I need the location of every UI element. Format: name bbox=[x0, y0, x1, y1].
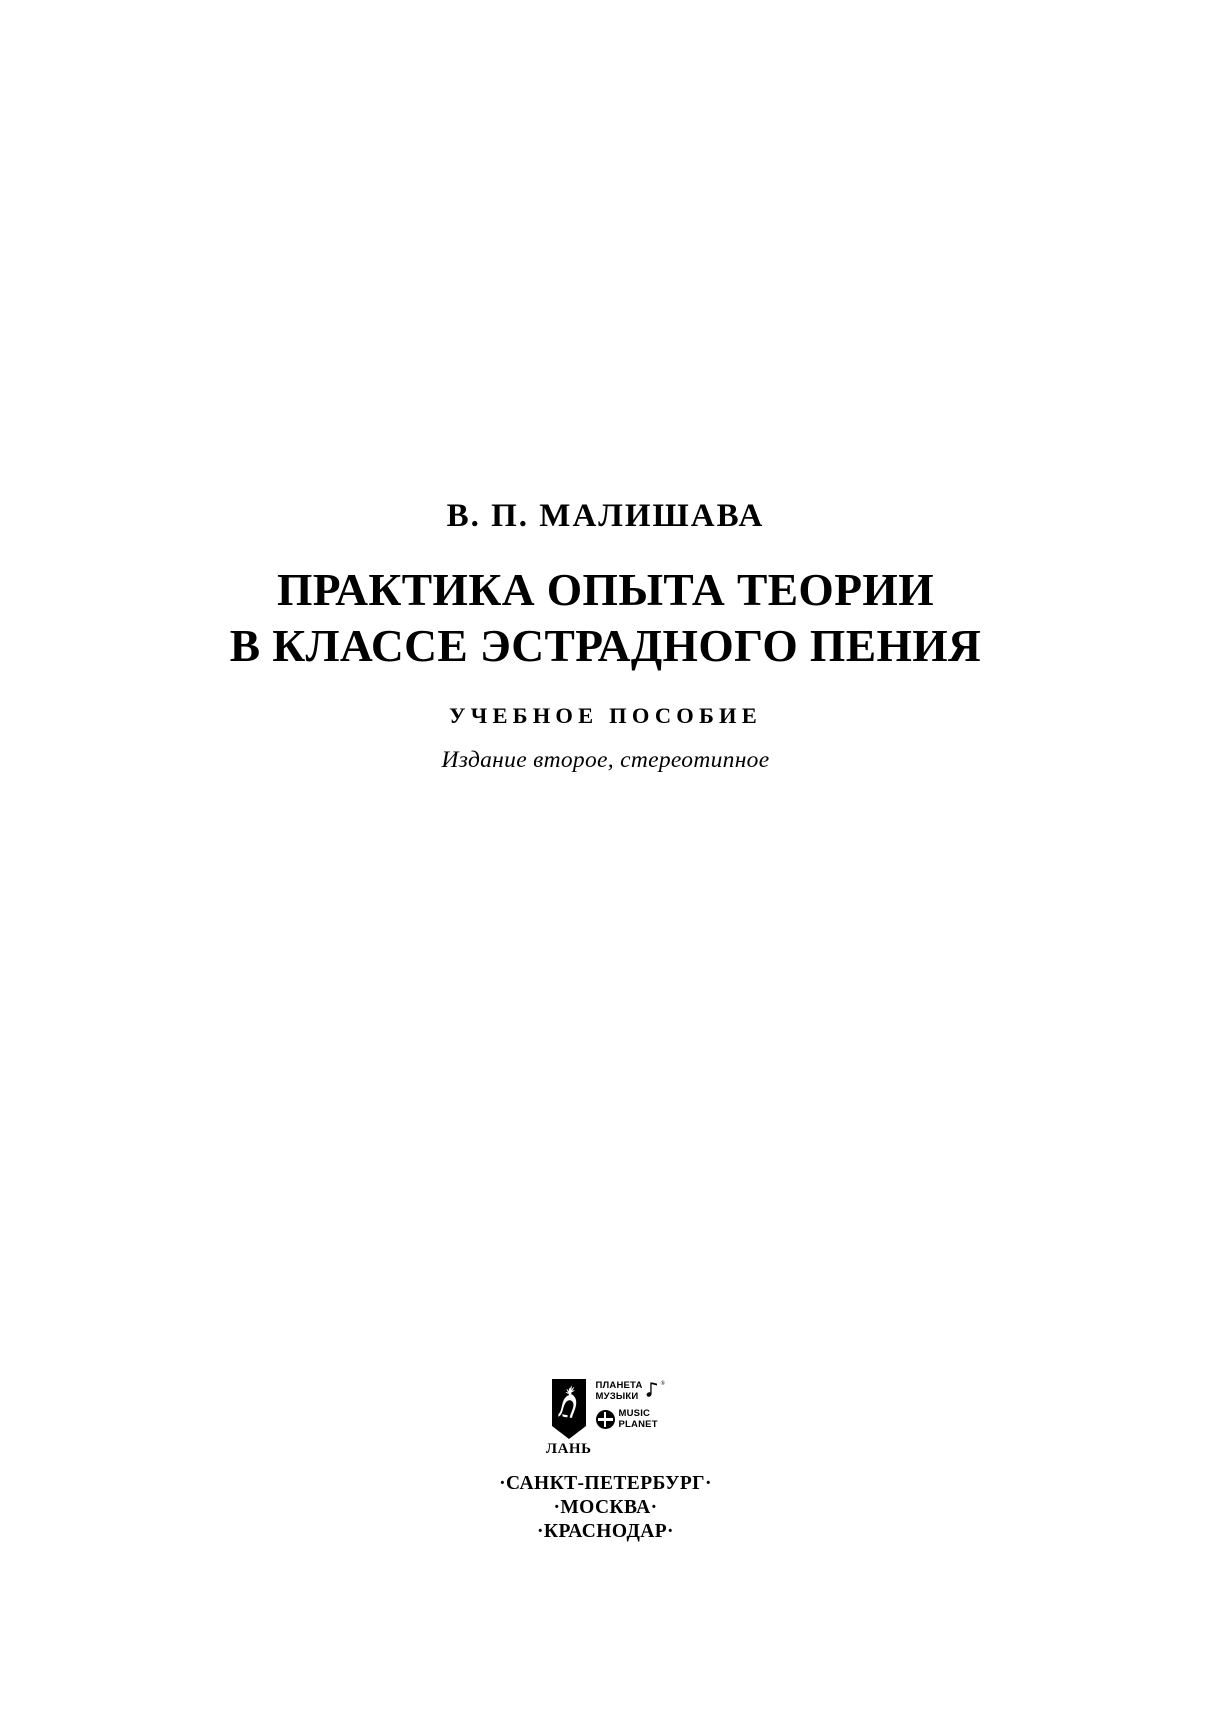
city-line-2: ·МОСКВА· bbox=[553, 1497, 658, 1519]
page-title-line-2: В КЛАССЕ ЭСТРАДНОГО ПЕНИЯ bbox=[229, 619, 982, 671]
music-note-icon bbox=[646, 1381, 658, 1403]
publisher-cities bbox=[0, 1472, 1211, 1545]
music-line-1: MUSIC bbox=[618, 1408, 651, 1419]
music-line-2: PLANET bbox=[618, 1418, 658, 1430]
city-line-3: ·КРАСНОДАР· bbox=[537, 1521, 674, 1543]
author-name: В. П. МАЛИШАВА bbox=[446, 498, 765, 534]
planeta-line-2: МУЗЫКИ bbox=[595, 1390, 639, 1402]
publisher-logo bbox=[0, 1378, 1211, 1458]
deer-emblem-icon bbox=[549, 1378, 589, 1440]
title-block bbox=[0, 498, 1211, 774]
page-title-line-1: ПРАКТИКА ОПЫТА ТЕОРИИ bbox=[276, 564, 935, 616]
globe-icon bbox=[596, 1410, 615, 1429]
edition-note: Издание второе, стереотипное bbox=[441, 747, 770, 774]
page-title bbox=[106, 562, 1106, 673]
lan-logo bbox=[546, 1378, 592, 1458]
subtitle: УЧЕБНОЕ ПОСОБИЕ bbox=[449, 703, 762, 729]
planeta-muzyki-logo bbox=[596, 1378, 666, 1430]
planeta-line-1: ПЛАНЕТА bbox=[595, 1380, 643, 1391]
registered-mark: ® bbox=[660, 1381, 666, 1387]
planeta-muzyki-en bbox=[596, 1409, 658, 1430]
city-line-1: ·САНКТ-ПЕТЕРБУРГ· bbox=[499, 1473, 712, 1494]
lan-wordmark: ЛАНЬ bbox=[545, 1441, 592, 1457]
publisher-block bbox=[0, 1378, 1211, 1545]
planeta-muzyki-ru bbox=[596, 1381, 666, 1403]
